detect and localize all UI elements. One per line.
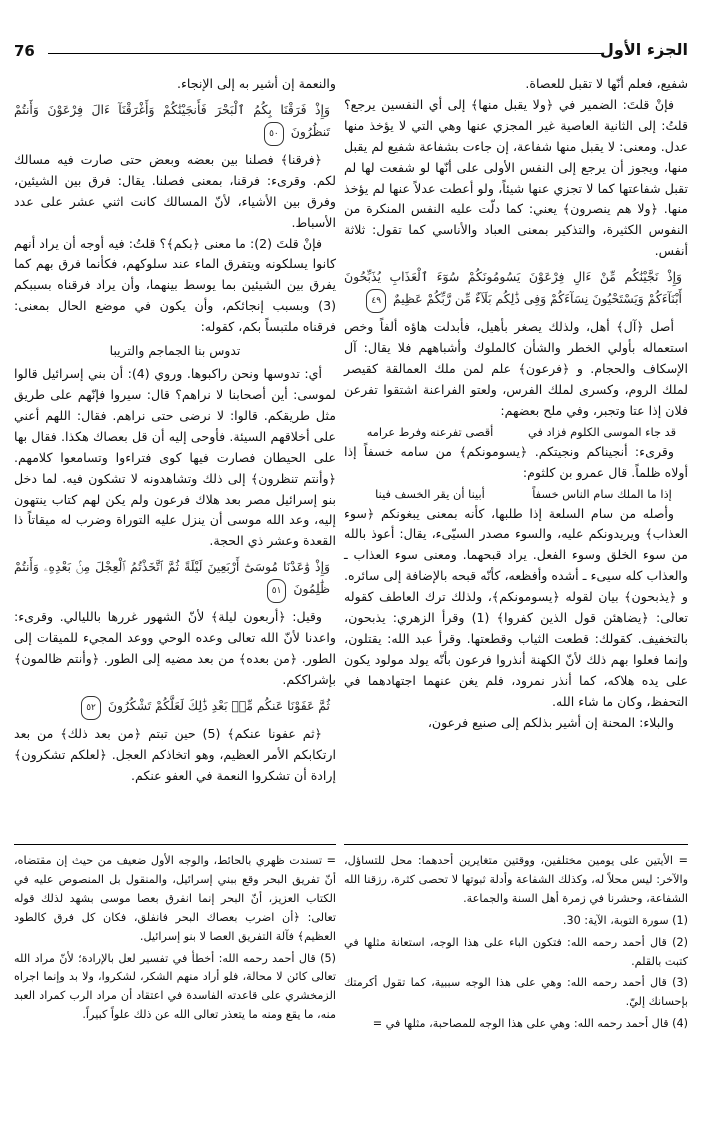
paragraph: وأصله من سام السلعة إذا طلبها، كأنه بمعنى يبغونكم ﴿سوء العذاب﴾ ويريدونكم عليه، والسوء مصدر السيّىء، يقال: أعوذ بالله من سوء الخلق وسوء الفعل. يراد قبحهما. ومعنى سوء العذاب ـ والعذاب كله سيىء ـ أشده وأفظعه، كأنّه قبحه بالإضافة إلى سائره. و ﴿يذبحون﴾ بيان لقوله ﴿يسومونكم﴾، ولذلك ترك العاطف كقوله تعالى: ﴿يضاهئن قول الذين كفروا﴾ (1) وقرأ الزهري: يذبحون، بالتخفيف. كقولك: قطعت الثياب وقطعتها. وقرأ عبد الله: يقتلون، وإنما فعلوا بهم ذلك لأنّ الكهنة أنذروا فرعون بأنّه يولد مولود يكون على يده هلاكه، كما أنذر نمرود، فلم يغن عنهما اجتهادهما في التحفظ، وكان ما شاء الله.: [344, 505, 688, 709]
verse-number: ٥٢: [81, 696, 101, 720]
footnote-divider: [344, 844, 688, 845]
poem-line: [344, 422, 688, 442]
paragraph: فإنْ قلتَ (2): ما معنى ﴿بكم﴾؟ قلتُ: فيه أوجه أن يراد أنهم كانوا يسلكونه ويتفرق الماء عند سلوكهم، فكأنما فرق بهم كما يفرق بين الشيئين بما يوسط بينهما، وأن يراد فرقناه بسببكم (3) وبسبب إنجائكم، وأن يكون في موضع الحال بمعنى: فرقناه ملتبساً بكم، كقوله:: [14, 235, 336, 335]
footnote: (5) قال أحمد رحمه الله: أخطأ في تفسير لعل بالإرادة؛ لأنّ مراد الله تعالى كائن لا محالة، فلو أراد منهم الشكر، لشكروا، ولا بد وإنما اجراه الزمخشري على قاعدته الفاسدة في اعتقاد أن مراد الرب كمراد العبد منه، ما يقع ومنه ما يتعذر تعالى الله عن ذلك علواً كبيراً.: [14, 951, 336, 1022]
header-rule: [48, 53, 604, 54]
footnote-continuation: = الأيتين على يومين مختلفين، ووقتين متغايرين أحدهما: محل للتساؤل، والآخر: ليس محلاً له، وكذلك الشفاعة وأدلة ثبوتها لا تحصى كثرة، رزقنا الله الشفاعة، وحشرنا في زمرة أهل السنة والجماعة.: [344, 854, 688, 905]
verse-number: ٥٠: [264, 122, 284, 146]
right-column: [344, 74, 688, 733]
verse-text: وَإِذْ نَجَّيْنَٰكُم مِّنْ ءَالِ فِرْعَوْنَ يَسُومُونَكُمْ سُوٓءَ ٱلْعَذَابِ يُذَبِّحُونَ أَبْنَآءَكُمْ وَيَسْتَحْيُونَ نِسَآءَكُمْ وَفِى ذَٰلِكُم بَلَآءٌ مِّن رَّبِّكُمْ عَظِيمٌ: [344, 269, 682, 307]
footnotes-left: [14, 852, 336, 1028]
poem-line: تدوس بنا الجماجم والتريبا: [109, 343, 241, 359]
paragraph: والبلاء: المحنة إن أشير بذلكم إلى صنيع فرعون،: [427, 714, 674, 730]
running-title: الجزء الأول: [600, 40, 688, 59]
footnote: (2) قال أحمد رحمه الله: فتكون الباء على هذا الوجه، استعانة مثلها في كتبت بالقلم.: [344, 935, 688, 968]
poem-hemistich: أقصى تفرعنه وفرط عرامه: [366, 424, 494, 439]
paragraph: ﴿ثم عفونا عنكم﴾ (5) حين تبتم ﴿من بعد ذلك﴾ من بعد ارتكابكم الأمر العظيم، وهو اتخاذكم العجل. ﴿لعلكم تشكرون﴾ إرادة أن تشكروا النعمة في العفو عنكم.: [14, 725, 336, 783]
footnote-continuation: = تسندت ظهري بالحائط، والوجه الأول ضعيف من حيث إن مقتضاه، أنّ تفريق البحر وقع ببني إسرائيل، والمنقول بل المنصوص عليه في الكتاب العزيز، أنّ البحر إنما انفرق بعصا موسى بشهد لذلك قوله تعالى: ﴿أن اضرب بعصاك البحر فانفلق، فكان كل فرق كالطود العظيم﴾ فآلة التفريق العصا لا بنو إسرائيل.: [14, 854, 336, 943]
paragraph: فإنْ قلتَ: الضمير في ﴿ولا يقبل منها﴾ إلى أي النفسين يرجع؟ قلتُ: إلى الثانية العاصية غير المجزي عنها وهي التي لا يؤخذ منها عدل. ومعنى: لا يقبل منها شفاعة، إن جاءت بشفاعة شفيع لم يقبل منها، ويجوز أن يرجع إلى النفس الأولى على أنّها لو شفعت لها لم تقبل شفاعتها كما لا تجزي عنها شيئاً، ولو أعطت عدلاً عنها لم يؤخذ منها. ﴿ولا هم ينصرون﴾ يعني: كما دلّت عليه النفس المنكرة من النفوس الكثيرة، والتذكير بمعنى العباد والأناسي كما تقول: ثلاثة أنفس.: [344, 96, 688, 259]
page-number: 76: [14, 42, 35, 60]
paragraph: أصل ﴿آل﴾ أهل، ولذلك يصغر بأهيل، فأبدلت هاؤه ألفاً وخص استعماله بأولي الخطر والشأن كالملوك وأشباههم فلا يقال: آل الإسكاف والحجام. و ﴿فرعون﴾ علم لمن ملك العمالقة كقيصر لملك الروم، وكسرى لملك الفرس، ولعتو الفراعنة اشتقوا تفرعن فلان إذا عتا وتجبر، وفي ملح بعضهم:: [344, 319, 688, 418]
poem-line: [344, 484, 688, 504]
poem-hemistich: قد جاء الموسى الكلوم فزاد في: [527, 424, 677, 439]
paragraph: والنعمة إن أشير به إلى الإنجاء.: [176, 76, 336, 91]
paragraph: وقيل: ﴿أربعون ليلة﴾ لأنّ الشهور غررها بالليالي. وقرىء: واعدنا لأنّ الله تعالى وعده الوحي ووعد المجيء للميقات إلى الطور. ﴿من بعده﴾ من بعد مضيه إلى الطور. ﴿وأنتم ظالمون﴾ بإشراككم.: [14, 609, 336, 687]
quran-verse: [14, 552, 336, 607]
verse-text: وَإِذْ فَرَقْنَا بِكُمُ ٱلْبَحْرَ فَأَنجَيْنَٰكُمْ وَأَغْرَقْنَآ ءَالَ فِرْعَوْنَ وَأَنتُمْ تَنظُرُونَ: [14, 101, 330, 139]
paragraph: ﴿فرقنا﴾ فصلنا بين بعضه وبعض حتى صارت فيه مسالك لكم. وقرىء: فرقنا، بمعنى فصلنا. يقال: فرق بين الشيئين، وفرق بين الأشياء، لأنّ المسالك كانت اثني عشر على عدد الأسباط.: [14, 151, 336, 230]
left-column: [14, 74, 336, 787]
poem-hemistich: إذا ما الملك سام الناس خسفاً: [532, 486, 672, 501]
footnote: (4) قال أحمد رحمه الله: وهي على هذا الوجه للمصاحبة، مثلها في =: [372, 1017, 688, 1031]
paragraph: أي: تدوسها ونحن راكبوها. وروي (4): أن بني إسرائيل قالوا لموسى: أين أصحابنا لا نراهم؟ قال: سيروا فإنّهم على طريق مثل طريقكم. قالوا: لا نرضى حتى نراهم. فقال: اللهم أعني على أخلاقهم السيئة. فأوحى إليه أن قل بعصاك هكذا. فقال بها على الحيطان فصارت فيها كوى فتراءوا وتسامعوا كلامهم. ﴿وأنتم تنظرون﴾ إلى ذلك وتشاهدونه لا تشكون فيه. لما دخل بنو إسرائيل مصر بعد هلاك فرعون ولم يكن لهم كتاب ينتهون إليه، وعد الله موسى أن ينزل عليه التوراة وضرب له ميقاتاً ذا القعدة وعشر ذي الحجة.: [14, 366, 336, 549]
footnote: (3) قال أحمد رحمه الله: وهي على هذا الوجه سببية، كما تقول أكرمتك بإحسانك إليّ.: [344, 976, 688, 1009]
footnote: (1) سورة التوبة، الآية: 30.: [562, 913, 688, 927]
quran-verse: [14, 691, 336, 724]
paragraph: شفيع، فعلم أنّها لا تقبل للعصاة.: [525, 76, 688, 91]
paragraph: وقرىء: أنجيناكم ونجيتكم. ﴿يسومونكم﴾ من سامه خسفاً إذا أولاه ظلماً. قال عمرو بن كلثوم:: [344, 443, 688, 480]
quran-verse: [14, 95, 336, 150]
quran-verse: [344, 262, 688, 317]
footnote-divider: [14, 844, 336, 845]
verse-number: ٥١: [267, 579, 287, 603]
verse-text: وَإِذْ وَٰعَدْنَا مُوسَىٰٓ أَرْبَعِينَ لَيْلَةً ثُمَّ ٱتَّخَذْتُمُ ٱلْعِجْلَ مِنۢ بَعْدِهِۦ وَأَنتُمْ ظَٰلِمُونَ: [14, 559, 330, 597]
poem-hemistich: أبينا أن يقر الخسف فينا: [375, 486, 485, 501]
verse-text: ثُمَّ عَفَوْنَا عَنكُم مِّنۢ بَعْدِ ذَٰلِكَ لَعَلَّكُمْ تَشْكُرُونَ: [107, 697, 330, 713]
verse-number: ٤٩: [366, 289, 386, 313]
page-header: [14, 40, 688, 64]
footnotes-right: [344, 852, 688, 1037]
